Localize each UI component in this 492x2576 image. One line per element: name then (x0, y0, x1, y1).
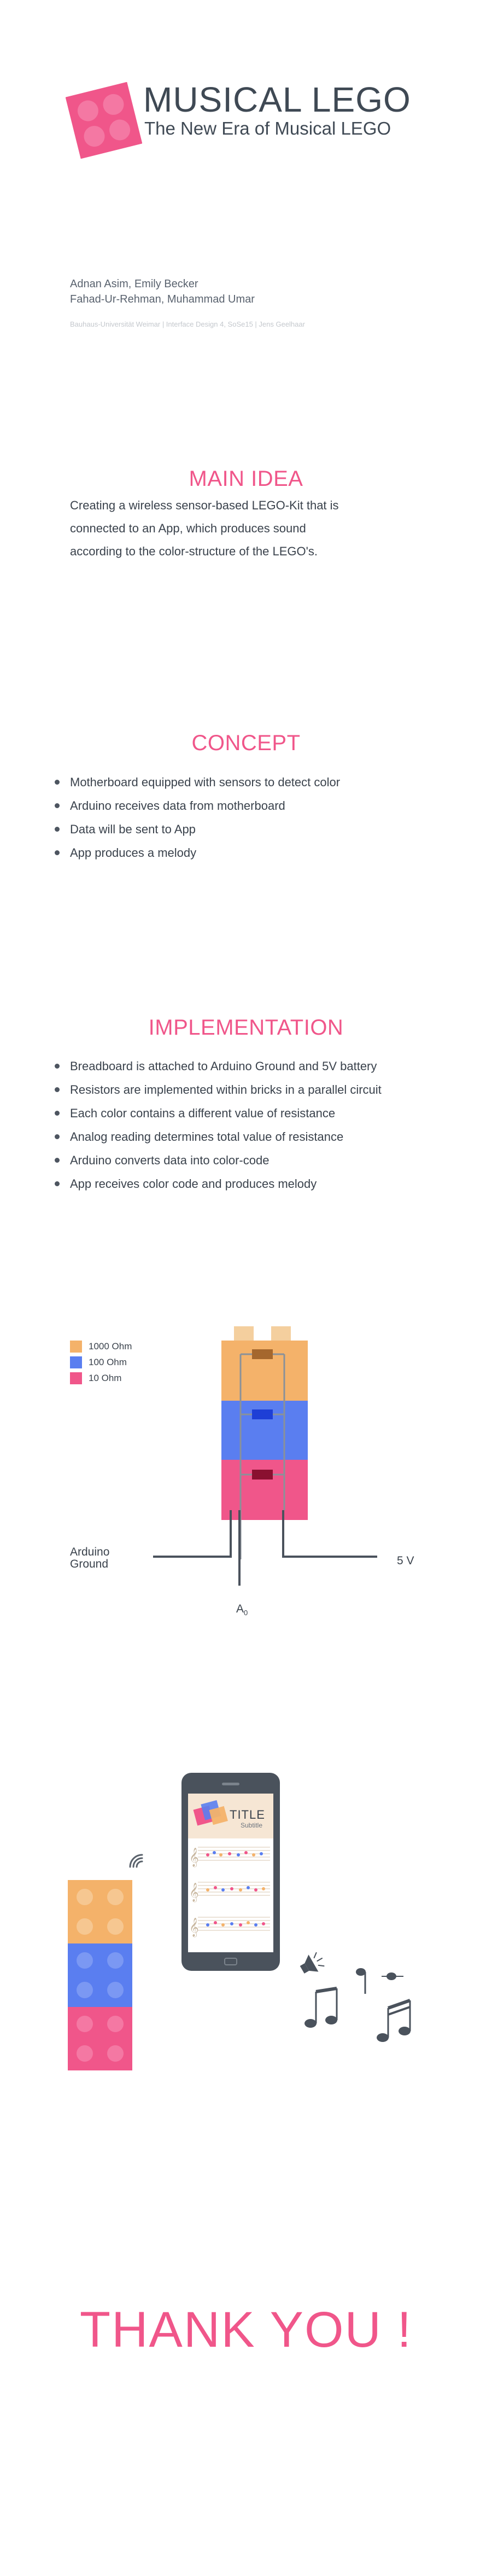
blue-brick (68, 1943, 132, 2007)
legend-label: 10 Ohm (89, 1372, 122, 1383)
app-screen-title: TITLE (230, 1808, 265, 1821)
legend-swatch-blue (70, 1356, 82, 1368)
main-idea-text (70, 494, 398, 563)
analog-pin-label (236, 1603, 248, 1619)
resistance-legend (70, 1338, 132, 1386)
music-staves (188, 1843, 273, 1952)
voltage-label: 5 V (397, 1554, 414, 1567)
smartphone (181, 1773, 280, 1971)
main-idea-line: Creating a wireless sensor-based LEGO-Kit that is (70, 498, 339, 512)
list-item: Each color contains a different value of resistance (55, 1101, 382, 1125)
legend-swatch-pink (70, 1372, 82, 1384)
music-notes-icon (300, 1958, 431, 2073)
orange-brick (68, 1880, 132, 1943)
analog-pin-letter: A (236, 1603, 244, 1615)
authors (70, 276, 255, 307)
legend-entry (70, 1338, 132, 1354)
lego-tower (68, 1880, 132, 2070)
svg-text:𝄞: 𝄞 (189, 1883, 199, 1902)
resistor-100 (252, 1409, 273, 1419)
phone-speaker (222, 1783, 239, 1785)
legend-entry (70, 1370, 132, 1386)
lego-bricks-icon (191, 1798, 230, 1836)
main-idea-line: connected to an App, which produces sound (70, 521, 306, 535)
thank-you-heading: THANK YOU ! (79, 2302, 413, 2358)
phone-home-button (224, 1958, 237, 1965)
ground-label-line-2: Ground (70, 1558, 109, 1570)
legend-swatch-orange (70, 1341, 82, 1353)
list-item: Arduino receives data from motherboard (55, 794, 340, 817)
list-item: Analog reading determines total value of resistance (55, 1125, 382, 1148)
implementation-list (55, 1054, 382, 1196)
wifi-signal-icon (129, 1848, 159, 1878)
resistor-1000 (252, 1349, 273, 1359)
svg-text:𝄞: 𝄞 (189, 1848, 199, 1867)
ground-label (70, 1546, 109, 1570)
legend-label: 1000 Ohm (89, 1341, 132, 1351)
legend-label: 100 Ohm (89, 1356, 127, 1367)
course-meta: Bauhaus-Universität Weimar | Interface Design 4, SoSe15 | Jens Geelhaar (70, 320, 305, 328)
concept-title: CONCEPT (191, 731, 301, 755)
app-subtitle: The New Era of Musical LEGO (144, 118, 391, 138)
analog-pin-number: 0 (244, 1609, 248, 1617)
pink-brick (68, 2007, 132, 2070)
lego-logo-icon (66, 82, 142, 159)
phone-screen (188, 1794, 273, 1952)
pink-brick (221, 1460, 308, 1520)
list-item: Motherboard equipped with sensors to detect color (55, 770, 340, 794)
resistor-10 (252, 1470, 273, 1480)
app-title: MUSICAL LEGO (143, 80, 411, 119)
list-item: Resistors are implemented within bricks in a parallel circuit (55, 1078, 382, 1101)
list-item: App receives color code and produces melody (55, 1172, 382, 1196)
authors-line-1: Adnan Asim, Emily Becker (70, 278, 198, 290)
implementation-title: IMPLEMENTATION (148, 1016, 344, 1040)
list-item: App produces a melody (55, 841, 340, 865)
ground-label-line-1: Arduino (70, 1546, 110, 1558)
concept-list (55, 770, 340, 865)
main-idea-title: MAIN IDEA (189, 467, 303, 491)
svg-text:𝄞: 𝄞 (189, 1918, 199, 1937)
authors-line-2: Fahad-Ur-Rehman, Muhammad Umar (70, 293, 255, 305)
legend-entry (70, 1354, 132, 1370)
list-item: Arduino converts data into color-code (55, 1148, 382, 1172)
main-idea-line: according to the color-structure of the LEGO's. (70, 544, 318, 558)
app-screen-subtitle: Subtitle (241, 1821, 263, 1829)
circuit-diagram (142, 1324, 426, 1609)
list-item: Breadboard is attached to Arduino Ground and 5V battery (55, 1054, 382, 1078)
list-item: Data will be sent to App (55, 817, 340, 841)
